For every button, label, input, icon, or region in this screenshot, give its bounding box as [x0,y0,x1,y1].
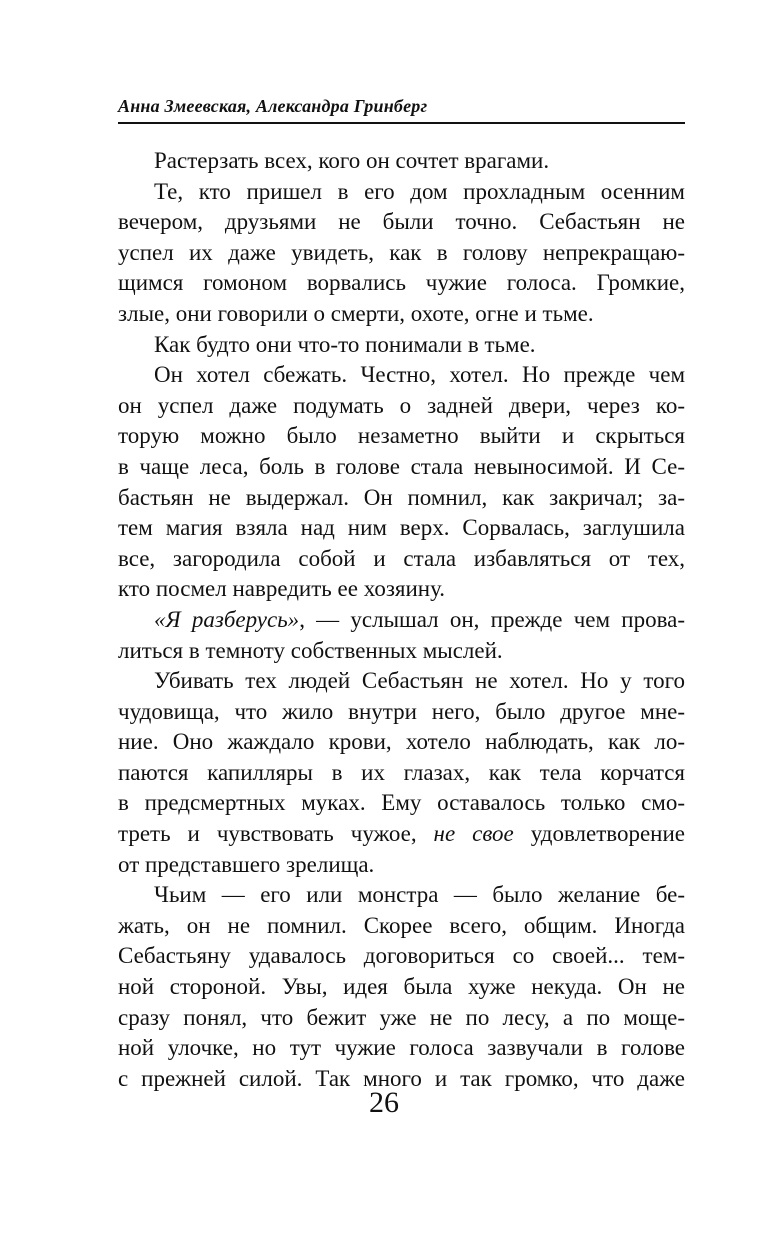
text-line: ние. Оно жаждало крови, хотело наблюдать, как ло- [118,729,685,755]
text-line: чудовища, что жило внутри него, было другое мне- [118,698,685,724]
italic-text: не свое [433,821,514,847]
text-line: все, загородила собой и стала избавляться от тех, [118,545,685,571]
text-line: треть и чувствовать чужое, не свое удовлетворение [118,821,685,847]
text-line: тем магия взяла над ним верх. Сорвалась, заглушила [118,515,685,541]
text-line: ной улочке, но тут чужие голоса зазвучали в голове [118,1035,685,1061]
text-line: «Я разберусь», — услышал он, прежде чем прова- [154,606,685,632]
body-text [118,146,685,1094]
text-line: вечером, друзьями не были точно. Себастьян не [118,209,685,235]
text-line: злые, они говорили о смерти, охоте, огне и тьме. [118,300,594,326]
header-rule [118,122,685,124]
text-line: ной стороной. Увы, идея была хуже некуда. Он не [118,974,685,1000]
text-line: от представшего зрелища. [118,851,375,877]
text-line: сразу понял, что бежит уже не по лесу, а по моще- [118,1004,685,1030]
text-line: успел их даже увидеть, как в голову непрекращаю- [118,239,685,265]
text-line: бастьян не выдержал. Он помнил, как закричал; за- [118,484,685,510]
text-line: Он хотел сбежать. Честно, хотел. Но прежде чем [154,362,685,388]
text-line: щимся гомоном ворвались чужие голоса. Громкие, [118,270,685,296]
page-number: 26 [369,1086,399,1119]
text-line: он успел даже подумать о задней двери, через ко- [118,392,685,418]
italic-text: «Я разберусь» [154,606,300,632]
text-line: в предсмертных муках. Ему оставалось только смо- [118,790,685,816]
text-line: торую можно было незаметно выйти и скрыться [118,423,685,449]
text-line: жать, он не помнил. Скорее всего, общим. Иногда [118,912,685,938]
text-line: Растерзать всех, кого он сочтет врагами. [154,148,550,173]
text-line: паются капилляры в их глазах, как тела корчатся [118,759,685,785]
text-line: с прежней силой. Так много и так громко, что даже [118,1065,685,1091]
text-line: литься в темноту собственных мыслей. [118,637,503,663]
text-line: Как будто они что-то понимали в тьме. [154,331,536,357]
text-line: Убивать тех людей Себастьян не хотел. Но у того [154,668,685,694]
text-line: Себастьяну удавалось договориться со своей... тем- [118,943,685,969]
text-line: Те, кто пришел в его дом прохладным осенним [154,178,685,204]
text-line: в чаще леса, боль в голове стала невыносимой. И Се- [118,453,685,479]
text-line: Чьим — его или монстра — было желание бе- [154,882,685,908]
running-head: Анна Змеевская, Александра Гринберг [118,96,428,116]
text-line: кто посмел навредить ее хозяину. [118,576,446,602]
